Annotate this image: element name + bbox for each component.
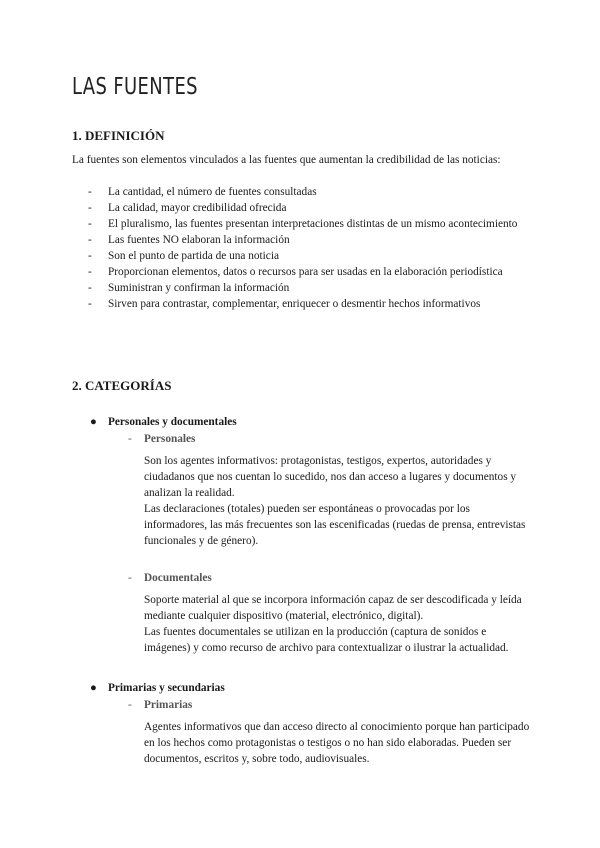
page-title: LAS FUENTES — [72, 74, 198, 100]
definicion-intro: La fuentes son elementos vinculados a las fuentes que aumentan la credibilidad de las noticias: — [72, 154, 501, 166]
bullet-marker: ● — [90, 416, 97, 428]
dash-marker: - — [88, 250, 92, 262]
dash-marker: - — [88, 186, 92, 198]
dash-marker: - — [88, 266, 92, 278]
section-heading-definicion: 1. DEFINICIÓN — [72, 128, 165, 143]
list-item: - Proporcionan elementos, datos o recursos para ser usadas en la elaboración periodística — [88, 266, 503, 278]
dash-marker: - — [88, 298, 92, 310]
list-item: - Las fuentes NO elaboran la información — [88, 234, 290, 246]
dash-marker: - — [88, 218, 92, 230]
subcategory-personales: - Personales — [128, 433, 196, 445]
list-item: - Suministran y confirman la información — [88, 282, 290, 294]
section-heading-categorias: 2. CATEGORÍAS — [72, 378, 172, 393]
subcategory-primarias: - Primarias — [128, 699, 193, 711]
list-item: - El pluralismo, las fuentes presentan interpretaciones distintas de un mismo acontecimiento — [88, 218, 518, 230]
subcategory-personales-text: Son los agentes informativos: protagonistas, testigos, expertos, autoridades y ciudadanos que nos cuentan lo sucedido, nos dan acceso a lugares y documentos y analizan la realidad. Las declaraciones (totales) pueden ser espontáneas o provocadas por los informadores, las más frecuentes son las escenificadas (ruedas de prensa, entrevistas funcionales y de género). — [144, 455, 526, 547]
dash-marker: - — [88, 282, 92, 294]
definicion-list — [72, 184, 532, 312]
dash-marker: - — [88, 202, 92, 214]
list-item: - Sirven para contrastar, complementar, enriquecer o desmentir hechos informativos — [88, 298, 481, 310]
category-group-personales-documentales — [72, 414, 532, 656]
list-item: - La calidad, mayor credibilidad ofrecida — [88, 202, 287, 214]
bullet-marker: ● — [90, 682, 97, 694]
list-item: - La cantidad, el número de fuentes consultadas — [88, 186, 317, 198]
category-group-primarias-secundarias — [72, 680, 532, 767]
subcategory-documentales-text: Soporte material al que se incorpora información capaz de ser descodificada y leída mediante cualquier dispositivo (material, electrónico, digital). Las fuentes documentales se utilizan en la producción (captura de sonidos e imágenes) y como recurso de archivo para contextualizar o ilustrar la actualidad. — [144, 594, 522, 654]
subcategory-documentales: - Documentales — [128, 572, 212, 584]
list-item: - Son el punto de partida de una noticia — [88, 250, 279, 262]
dash-marker: - — [88, 234, 92, 246]
category-bullet: ● Personales y documentales — [90, 416, 237, 428]
subcategory-primarias-text: Agentes informativos que dan acceso directo al conocimiento porque han participado en los hechos como protagonistas o testigos o no han sido elaboradas. Pueden ser documentos, escritos y, sobre todo, audiovisuales. — [144, 721, 530, 765]
category-bullet: ● Primarias y secundarias — [90, 682, 225, 694]
